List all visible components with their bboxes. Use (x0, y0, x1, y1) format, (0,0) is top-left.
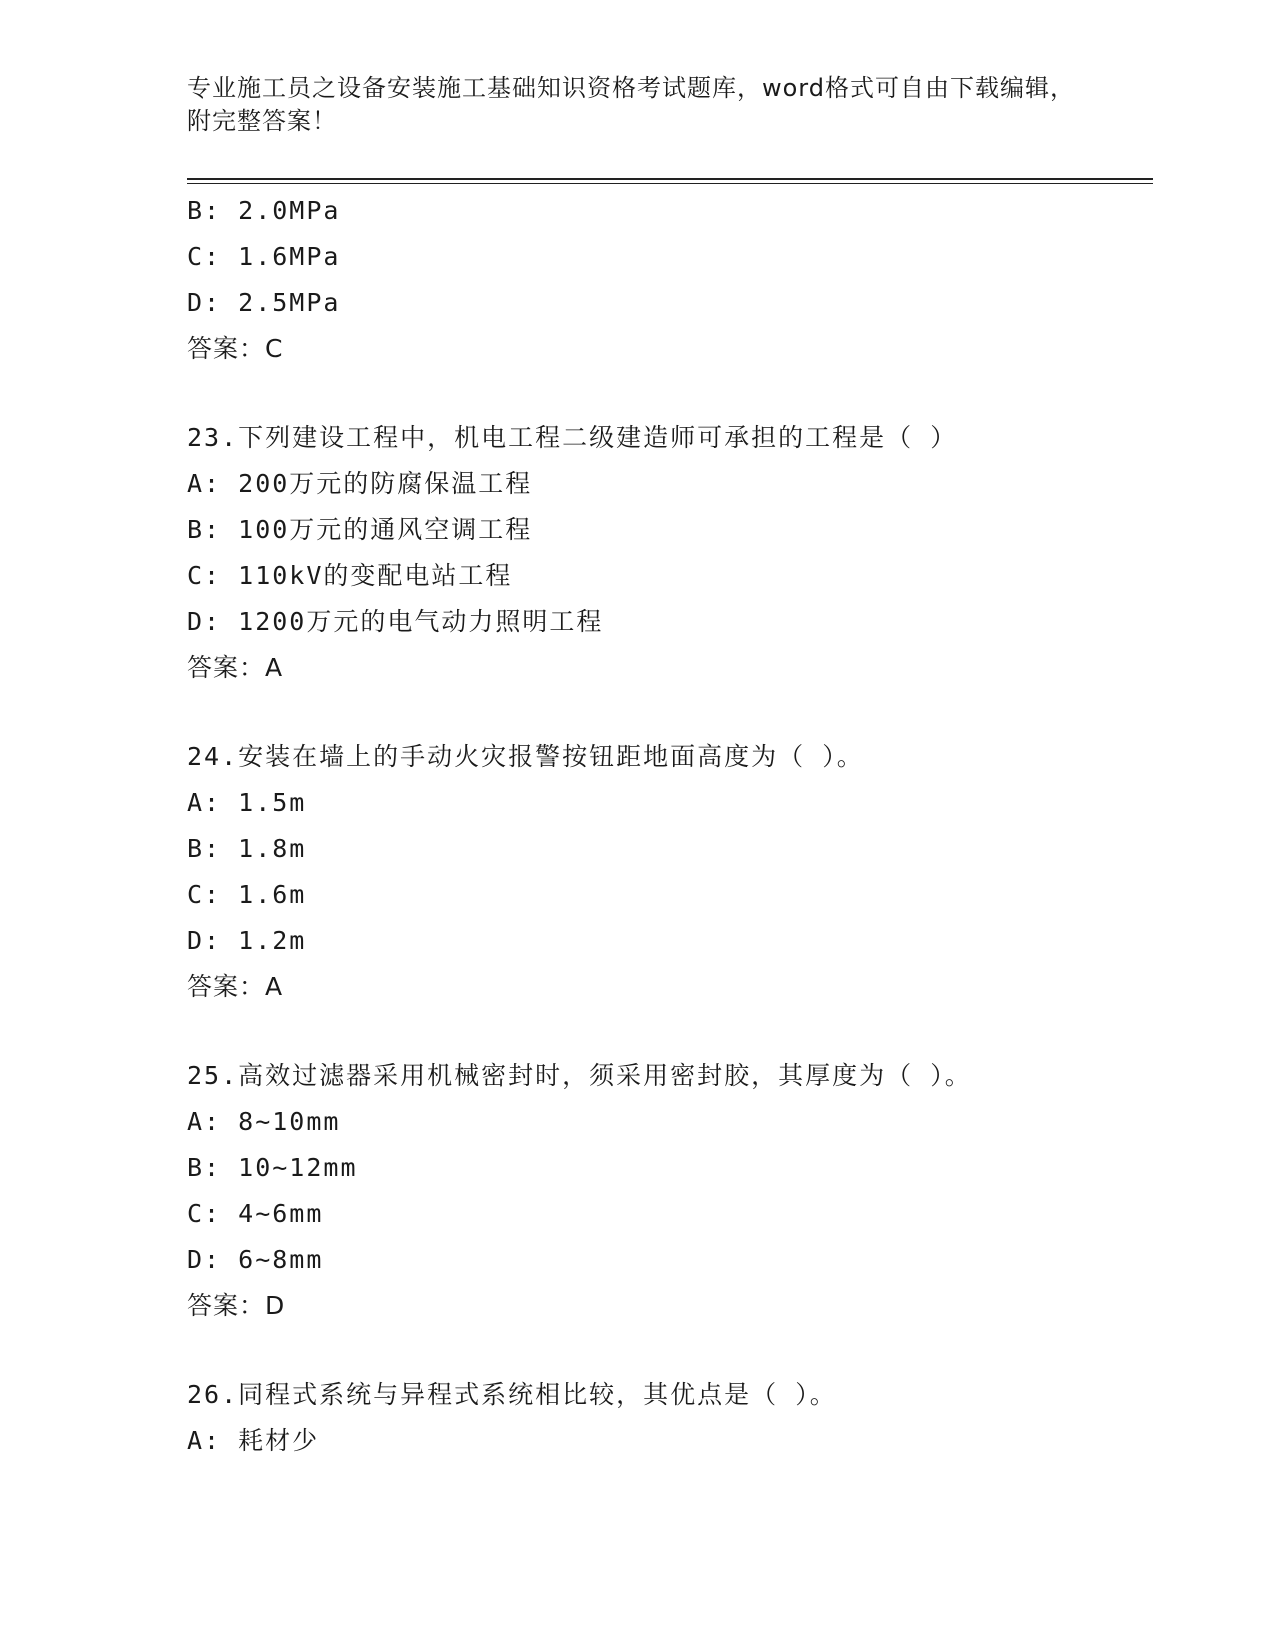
header-line-1: 专业施工员之设备安装施工基础知识资格考试题库，word格式可自由下载编辑， (187, 74, 1075, 102)
spacer (187, 1010, 1153, 1053)
question-block-23 (187, 415, 1153, 691)
header-line-2: 附完整答案！ (187, 107, 337, 135)
question-text: 24.安装在墙上的手动火灾报警按钮距地面高度为（ ）。 (187, 742, 864, 771)
option-c: C: 110kV的变配电站工程 (187, 561, 513, 590)
question-text: 25.高效过滤器采用机械密封时，须采用密封胶，其厚度为（ ）。 (187, 1061, 972, 1090)
option-d: D: 1200万元的电气动力照明工程 (187, 607, 604, 636)
option-a: A: 1.5m (187, 788, 307, 817)
answer-text: 答案：A (187, 653, 284, 682)
answer-text: 答案：C (187, 334, 284, 363)
option-d: D: 2.5MPa (187, 288, 341, 317)
document-header (187, 72, 1147, 138)
spacer (187, 691, 1153, 734)
option-c: C: 1.6m (187, 880, 307, 909)
spacer (187, 372, 1153, 415)
question-block-26 (187, 1372, 1153, 1464)
option-b: B: 2.0MPa (187, 196, 341, 225)
question-block-24 (187, 734, 1153, 1010)
question-block-22 (187, 188, 1153, 372)
option-b: B: 100万元的通风空调工程 (187, 515, 533, 544)
option-a: A: 耗材少 (187, 1426, 320, 1455)
option-b: B: 10~12mm (187, 1153, 358, 1182)
answer-text: 答案：D (187, 1291, 286, 1320)
option-a: A: 8~10mm (187, 1107, 341, 1136)
option-d: D: 6~8mm (187, 1245, 324, 1274)
spacer (187, 1329, 1153, 1372)
question-text: 23.下列建设工程中，机电工程二级建造师可承担的工程是（ ） (187, 423, 958, 452)
option-c: C: 1.6MPa (187, 242, 341, 271)
option-a: A: 200万元的防腐保温工程 (187, 469, 533, 498)
answer-text: 答案：A (187, 972, 284, 1001)
question-list (187, 188, 1153, 1464)
option-b: B: 1.8m (187, 834, 307, 863)
header-divider-thick (187, 178, 1153, 180)
option-c: C: 4~6mm (187, 1199, 324, 1228)
option-d: D: 1.2m (187, 926, 307, 955)
question-block-25 (187, 1053, 1153, 1329)
header-divider-thin (187, 183, 1153, 184)
question-text: 26.同程式系统与异程式系统相比较，其优点是（ ）。 (187, 1380, 837, 1409)
